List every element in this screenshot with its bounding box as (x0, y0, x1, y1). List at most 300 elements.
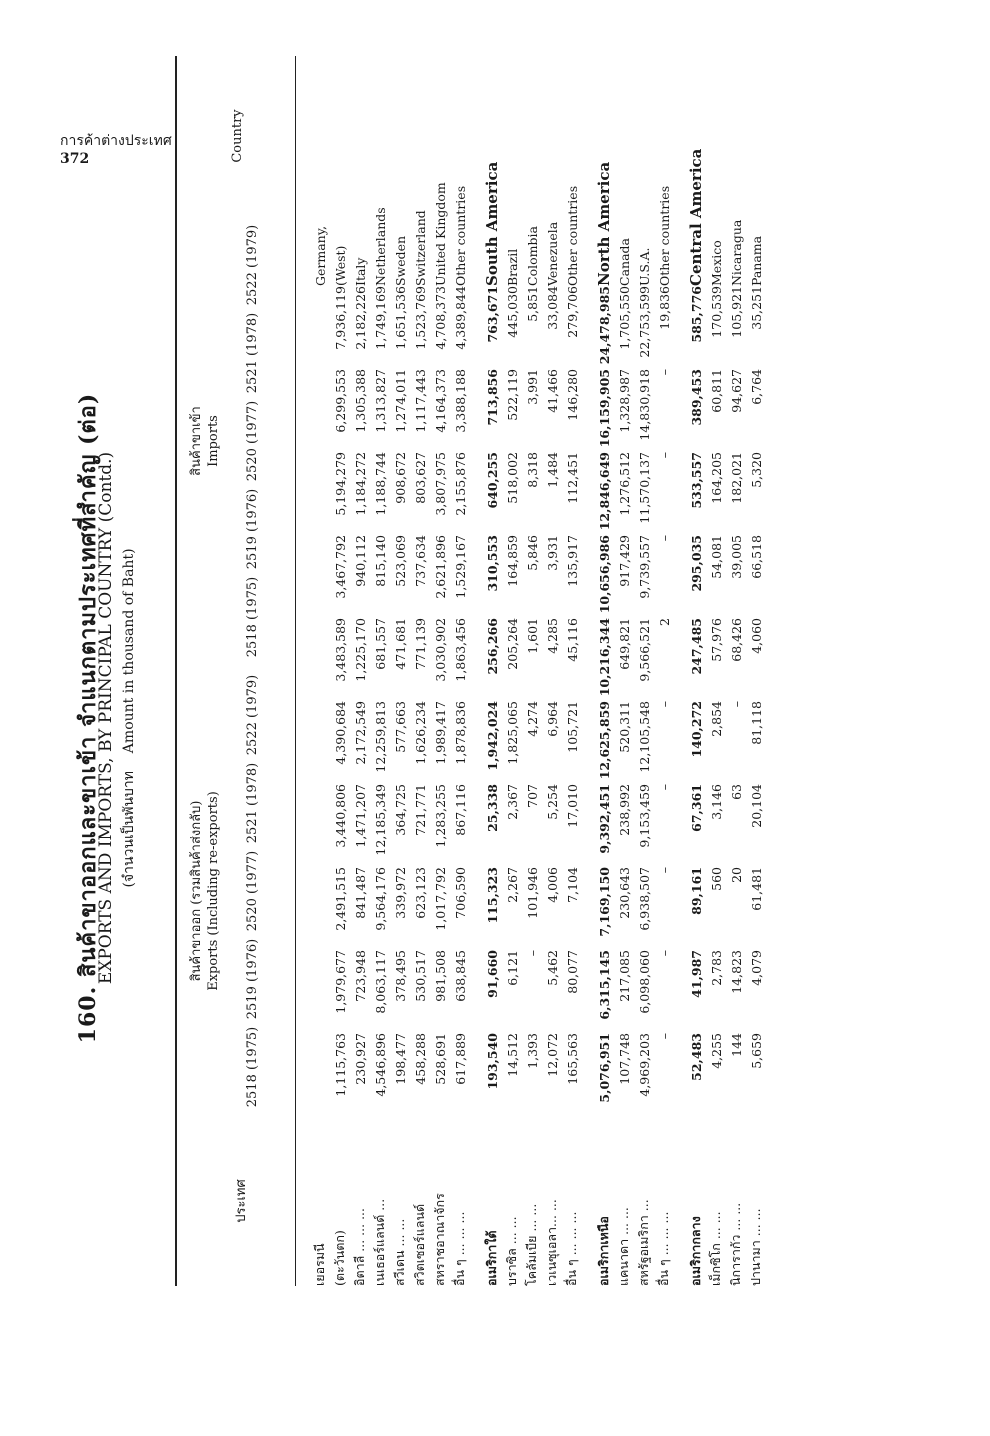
value-cell: 389,453 (688, 369, 704, 426)
table-row (390, 136, 410, 1286)
value-cell: 41,987 (688, 950, 704, 998)
value-cell: 623,123 (412, 867, 428, 919)
country-en: Colombia (524, 226, 540, 286)
value-cell: 6,315,145 (596, 950, 612, 1020)
value-cell: 19,836 (656, 286, 672, 330)
country-en: South America (483, 161, 501, 286)
value-cell: – (656, 950, 672, 957)
imports-en: Imports (206, 415, 221, 467)
value-cell: 140,272 (688, 701, 704, 758)
value-cell: 9,564,176 (372, 867, 388, 931)
value-cell: 135,917 (564, 535, 580, 587)
value-cell: 9,153,459 (636, 784, 652, 848)
value-cell: – (656, 535, 672, 542)
exports-th: สินค้าขาออก (รวมสินค้าส่งกลับ) (189, 800, 204, 982)
value-cell: 54,081 (708, 535, 724, 579)
value-cell: 640,255 (484, 452, 500, 509)
country-th: เวเนซุเอลา... ... (544, 1199, 559, 1286)
value-cell: 364,725 (392, 784, 408, 836)
value-cell: 60,811 (708, 369, 724, 413)
value-cell: 12,105,548 (636, 701, 652, 773)
value-cell: 2,172,549 (352, 701, 368, 765)
value-cell: 1,529,167 (452, 535, 468, 599)
value-cell: 5,462 (544, 950, 560, 986)
value-cell: 1,328,987 (616, 369, 632, 433)
country-en: Canada (616, 238, 632, 286)
page-number: 372 (60, 151, 90, 167)
country-th: แคนาดา ... ... (616, 1207, 631, 1286)
country-th: อเมริกากลาง (688, 1216, 703, 1286)
region-row (470, 136, 502, 1286)
value-cell (310, 535, 330, 618)
country-th: ปานามา ... ... (748, 1208, 763, 1286)
value-cell: – (656, 369, 672, 376)
value-cell: 530,517 (412, 950, 428, 1002)
table-number: 160. (75, 985, 101, 1044)
value-cell: 5,846 (524, 535, 540, 571)
value-cell: 908,672 (392, 452, 408, 504)
year-header: 2518 (1975) (245, 1026, 260, 1108)
value-cell: 4,006 (544, 867, 560, 903)
table-row (330, 136, 350, 1286)
unit-en: Amount in thousand of Baht) (121, 548, 137, 754)
value-cell: 81,118 (748, 701, 764, 745)
imports-header (185, 221, 221, 661)
value-cell: 1,601 (524, 618, 540, 654)
table-row (350, 136, 370, 1286)
value-cell: 4,390,684 (332, 701, 348, 765)
value-cell: 1,863,456 (452, 618, 468, 682)
value-cell: 3,388,188 (452, 369, 468, 433)
value-cell (310, 369, 330, 452)
value-cell: 39,005 (728, 535, 744, 579)
value-cell: 1,471,207 (352, 784, 368, 848)
value-cell: 1,283,255 (432, 784, 448, 848)
value-cell: – (656, 701, 672, 708)
country-th: เยอรมนี (312, 1243, 327, 1286)
value-cell: 5,076,951 (596, 1033, 612, 1103)
value-cell: 6,964 (544, 701, 560, 737)
value-cell: – (728, 701, 744, 708)
country-th: สวีเดน ... ... (392, 1218, 407, 1286)
value-cell: 146,280 (564, 369, 580, 421)
value-cell: 617,889 (452, 1033, 468, 1085)
value-cell: 101,946 (524, 867, 540, 919)
country-en: Other countries (656, 185, 672, 286)
year-header: 2522 (1979) (245, 674, 260, 756)
value-cell: 1,117,443 (412, 369, 428, 433)
unit-th: (จำนวนเป็นพันบาท (121, 771, 137, 888)
value-cell (310, 950, 330, 1033)
value-cell: 11,570,137 (636, 452, 652, 524)
table-row (654, 136, 674, 1286)
value-cell: 2,155,876 (452, 452, 468, 516)
country-en: Italy (352, 257, 368, 286)
country-th: อเมริกาเหนือ (596, 1216, 611, 1286)
value-cell: 107,748 (616, 1033, 632, 1085)
value-cell: 940,112 (352, 535, 368, 587)
value-cell: 1,184,272 (352, 452, 368, 516)
table-unit (118, 0, 140, 1436)
value-cell: 17,010 (564, 784, 580, 828)
value-cell: 115,323 (484, 867, 500, 924)
country-en: Venezuela (544, 221, 560, 286)
value-cell: 68,426 (728, 618, 744, 662)
data-table (310, 136, 766, 1286)
country-th: สหรัฐอเมริกา ... (636, 1199, 651, 1286)
value-cell (310, 1033, 330, 1116)
value-cell: – (656, 784, 672, 791)
value-cell: 25,338 (484, 784, 500, 832)
value-cell (310, 867, 330, 950)
value-cell: 3,483,589 (332, 618, 348, 682)
value-cell: 3,030,902 (432, 618, 448, 682)
value-cell: 14,830,918 (636, 369, 652, 441)
value-cell: 378,495 (392, 950, 408, 1002)
value-cell: 3,440,806 (332, 784, 348, 848)
value-cell: 33,084 (544, 286, 560, 330)
value-cell: 10,656,986 (596, 535, 612, 614)
value-cell: 841,487 (352, 867, 368, 919)
country-en: North America (595, 161, 613, 286)
year-header: 2521 (1978) (245, 312, 260, 394)
table-row (634, 136, 654, 1286)
value-cell: 1,626,234 (412, 701, 428, 765)
value-cell: 1,825,065 (504, 701, 520, 765)
value-cell: 523,069 (392, 535, 408, 587)
table-row (542, 136, 562, 1286)
country-th: นิการากัว ... ... (728, 1202, 743, 1286)
value-cell: 105,921 (728, 286, 744, 338)
value-cell: 528,691 (432, 1033, 448, 1085)
value-cell: 6,299,553 (332, 369, 348, 433)
table-title-en: EXPORTS AND IMPORTS, BY PRINCIPAL COUNTRY (Contd.) (96, 451, 116, 985)
value-cell: 577,663 (392, 701, 408, 753)
table-row (410, 136, 430, 1286)
table-row (726, 136, 746, 1286)
value-cell: 1,305,388 (352, 369, 368, 433)
value-cell: 1,942,024 (484, 701, 500, 771)
value-cell: 6,121 (504, 950, 520, 986)
country-en: Other countries (564, 185, 580, 286)
value-cell: 4,389,844 (452, 286, 468, 350)
year-header: 2520 (1977) (245, 400, 260, 482)
value-cell: 815,140 (372, 535, 388, 587)
value-cell: 57,976 (708, 618, 724, 662)
value-cell: 170,539 (708, 286, 724, 338)
value-cell: 6,764 (748, 369, 764, 405)
value-cell: 164,859 (504, 535, 520, 587)
value-cell: 917,429 (616, 535, 632, 587)
value-cell: 1,989,417 (432, 701, 448, 765)
value-cell: – (656, 1033, 672, 1040)
value-cell: – (524, 950, 540, 957)
value-cell: 458,288 (412, 1033, 428, 1085)
value-cell: 1,705,550 (616, 286, 632, 350)
table-row (450, 136, 470, 1286)
region-row (582, 136, 614, 1286)
value-cell: 63 (728, 784, 744, 800)
country-en: Mexico (708, 240, 724, 286)
region-row (674, 136, 706, 1286)
value-cell: 198,477 (392, 1033, 408, 1085)
value-cell: 1,979,677 (332, 950, 348, 1014)
country-en: (West) (332, 245, 348, 286)
value-cell: – (656, 452, 672, 459)
value-cell: 5,194,279 (332, 452, 348, 516)
value-cell: 533,557 (688, 452, 704, 509)
value-cell: 45,116 (564, 618, 580, 662)
country-th: อื่น ๆ ... ... ... (656, 1211, 671, 1286)
value-cell: 560 (708, 867, 724, 891)
value-cell: 20,104 (748, 784, 764, 828)
value-cell: 4,285 (544, 618, 560, 654)
value-cell: 2,491,515 (332, 867, 348, 931)
value-cell: 522,119 (504, 369, 520, 421)
table-row (522, 136, 542, 1286)
value-cell: 707 (524, 784, 540, 808)
table-row (706, 136, 726, 1286)
value-cell: 9,566,521 (636, 618, 652, 682)
value-cell: 66,518 (748, 535, 764, 579)
value-cell (310, 286, 330, 369)
value-cell: 9,392,451 (596, 784, 612, 854)
value-cell: 12,072 (544, 1033, 560, 1077)
value-cell: 217,085 (616, 950, 632, 1002)
value-cell: 105,721 (564, 701, 580, 753)
country-th: อื่น ๆ ... ... ... (452, 1211, 467, 1286)
exports-header (185, 671, 221, 1111)
country-en: Nicaragua (728, 219, 744, 286)
year-header: 2519 (1976) (245, 938, 260, 1020)
value-cell: 1,878,836 (452, 701, 468, 765)
country-th: บราซิล ... ... (504, 1216, 519, 1286)
value-cell: 723,948 (352, 950, 368, 1002)
value-cell: 310,553 (484, 535, 500, 592)
col-country-en: Country (230, 109, 245, 163)
table-row (562, 136, 582, 1286)
value-cell: 12,846,649 (596, 452, 612, 531)
value-cell: 5,659 (748, 1033, 764, 1069)
value-cell: 2,621,896 (432, 535, 448, 599)
value-cell: 3,931 (544, 535, 560, 571)
value-cell: 35,251 (748, 286, 764, 330)
value-cell: 4,708,373 (432, 286, 448, 350)
country-en: Netherlands (372, 207, 388, 286)
country-th: สวิตเซอร์แลนด์ (412, 1203, 427, 1286)
value-cell: 3,146 (708, 784, 724, 820)
value-cell: 4,274 (524, 701, 540, 737)
year-header: 2518 (1975) (245, 576, 260, 658)
table-row (310, 136, 330, 1286)
table-row (502, 136, 522, 1286)
value-cell: 1,393 (524, 1033, 540, 1069)
value-cell: 585,776 (688, 286, 704, 343)
table-title-thai: สินค้าขาออกและขาเข้า จำแนกตามประเทศที่สำคัญ (ต่อ) (75, 392, 101, 978)
header-rule (295, 56, 296, 1286)
country-th: อื่น ๆ ... ... ... (564, 1211, 579, 1286)
value-cell: 4,255 (708, 1033, 724, 1069)
country-en: Switzerland (412, 210, 428, 286)
table-row (370, 136, 390, 1286)
table-row (746, 136, 766, 1286)
value-cell: 1,017,792 (432, 867, 448, 931)
col-country-th: ประเทศ (234, 1179, 249, 1223)
value-cell: 2 (656, 618, 672, 626)
value-cell: 89,161 (688, 867, 704, 915)
country-en: Other countries (452, 185, 468, 286)
value-cell: 2,367 (504, 784, 520, 820)
country-en: Brazil (504, 248, 520, 286)
value-cell: 182,021 (728, 452, 744, 504)
country-th: อเมริกาใต้ (484, 1230, 499, 1286)
value-cell (310, 452, 330, 535)
country-th: เนเธอร์แลนด์ ... (372, 1198, 387, 1286)
value-cell: 5,254 (544, 784, 560, 820)
value-cell: 7,936,119 (332, 286, 348, 350)
value-cell: 1,276,512 (616, 452, 632, 516)
value-cell: 3,467,792 (332, 535, 348, 599)
value-cell: 4,546,896 (372, 1033, 388, 1097)
value-cell: 4,060 (748, 618, 764, 654)
value-cell: 737,634 (412, 535, 428, 587)
country-en: United Kingdom (432, 182, 448, 286)
value-cell: 144 (728, 1033, 744, 1057)
section-title: การค้าต่างประเทศ (60, 133, 172, 149)
value-cell: 256,266 (484, 618, 500, 675)
table-row (614, 136, 634, 1286)
value-cell: 8,318 (524, 452, 540, 488)
value-cell: 803,627 (412, 452, 428, 504)
value-cell: 1,523,769 (412, 286, 428, 350)
value-cell: 339,972 (392, 867, 408, 919)
value-cell: 7,169,150 (596, 867, 612, 937)
value-cell: 41,466 (544, 369, 560, 413)
value-cell: 1,484 (544, 452, 560, 488)
value-cell: 2,854 (708, 701, 724, 737)
value-cell: 771,139 (412, 618, 428, 670)
country-th: เม็กซิโก ... ... (708, 1211, 723, 1286)
value-cell: 67,361 (688, 784, 704, 832)
value-cell: 518,002 (504, 452, 520, 504)
value-cell: 230,927 (352, 1033, 368, 1085)
value-cell: 279,706 (564, 286, 580, 338)
value-cell: 1,749,169 (372, 286, 388, 350)
value-cell: 2,182,226 (352, 286, 368, 350)
value-cell: 520,311 (616, 701, 632, 753)
value-cell: 16,159,905 (596, 369, 612, 448)
value-cell: 20 (728, 867, 744, 883)
exports-en: Exports (Including re-exports) (206, 791, 221, 991)
value-cell: 2,783 (708, 950, 724, 986)
value-cell: 12,185,349 (372, 784, 388, 856)
value-cell: 205,264 (504, 618, 520, 670)
value-cell: 763,671 (484, 286, 500, 343)
value-cell: 867,116 (452, 784, 468, 836)
table-row (430, 136, 450, 1286)
value-cell: 165,563 (564, 1033, 580, 1085)
value-cell: 9,739,557 (636, 535, 652, 599)
value-cell: 4,164,373 (432, 369, 448, 433)
value-cell: 713,856 (484, 369, 500, 426)
country-en: Panama (748, 235, 764, 286)
country-th: โคลัมเบีย ... ... (524, 1203, 539, 1286)
country-en: Sweden (392, 235, 408, 286)
value-cell: 638,845 (452, 950, 468, 1002)
value-cell: 94,627 (728, 369, 744, 413)
value-cell: 721,771 (412, 784, 428, 836)
value-cell: 1,313,827 (372, 369, 388, 433)
value-cell: 91,660 (484, 950, 500, 998)
value-cell: 5,320 (748, 452, 764, 488)
value-cell: 12,259,813 (372, 701, 388, 773)
value-cell: 14,512 (504, 1033, 520, 1077)
value-cell: 649,821 (616, 618, 632, 670)
value-cell: 238,992 (616, 784, 632, 836)
value-cell: 2,267 (504, 867, 520, 903)
value-cell: 22,753,599 (636, 286, 652, 358)
value-cell: 5,851 (524, 286, 540, 322)
value-cell: 4,079 (748, 950, 764, 986)
value-cell: 24,478,985 (596, 286, 612, 365)
value-cell: 445,030 (504, 286, 520, 338)
value-cell: 471,681 (392, 618, 408, 670)
value-cell: 1,651,536 (392, 286, 408, 350)
value-cell: 6,098,060 (636, 950, 652, 1014)
value-cell: 295,035 (688, 535, 704, 592)
year-header: 2520 (1977) (245, 850, 260, 932)
value-cell: 4,969,203 (636, 1033, 652, 1097)
year-header: 2521 (1978) (245, 762, 260, 844)
value-cell: 164,205 (708, 452, 724, 504)
value-cell: 3,807,975 (432, 452, 448, 516)
value-cell: 193,540 (484, 1033, 500, 1090)
year-header: 2519 (1976) (245, 488, 260, 570)
value-cell: 706,590 (452, 867, 468, 919)
country-th: อิตาลี ... ... ... (352, 1208, 367, 1286)
value-cell: 8,063,117 (372, 950, 388, 1014)
value-cell: 1,274,011 (392, 369, 408, 433)
value-cell (310, 784, 330, 867)
year-header: 2522 (1979) (245, 224, 260, 306)
value-cell (310, 618, 330, 701)
value-cell: 3,991 (524, 369, 540, 405)
value-cell (310, 701, 330, 784)
value-cell: 1,188,744 (372, 452, 388, 516)
value-cell: 981,508 (432, 950, 448, 1002)
value-cell: 230,643 (616, 867, 632, 919)
country-en: Germany, (312, 225, 328, 286)
value-cell: 61,481 (748, 867, 764, 911)
value-cell: 6,938,507 (636, 867, 652, 931)
value-cell: 7,104 (564, 867, 580, 903)
imports-th: สินค้าขาเข้า (189, 406, 204, 476)
country-th: (ตะวันตก) (332, 1230, 347, 1286)
country-th: สหราชอาณาจักร (432, 1193, 447, 1286)
top-rule (175, 56, 177, 1286)
value-cell: 10,216,344 (596, 618, 612, 697)
value-cell: 80,077 (564, 950, 580, 994)
value-cell: 681,557 (372, 618, 388, 670)
value-cell: 1,225,170 (352, 618, 368, 682)
value-cell: 1,115,763 (332, 1033, 348, 1097)
value-cell: 52,483 (688, 1033, 704, 1081)
value-cell: 247,485 (688, 618, 704, 675)
value-cell: 112,451 (564, 452, 580, 504)
country-en: U.S.A. (636, 247, 652, 286)
value-cell: 14,823 (728, 950, 744, 994)
value-cell: 12,625,859 (596, 701, 612, 780)
